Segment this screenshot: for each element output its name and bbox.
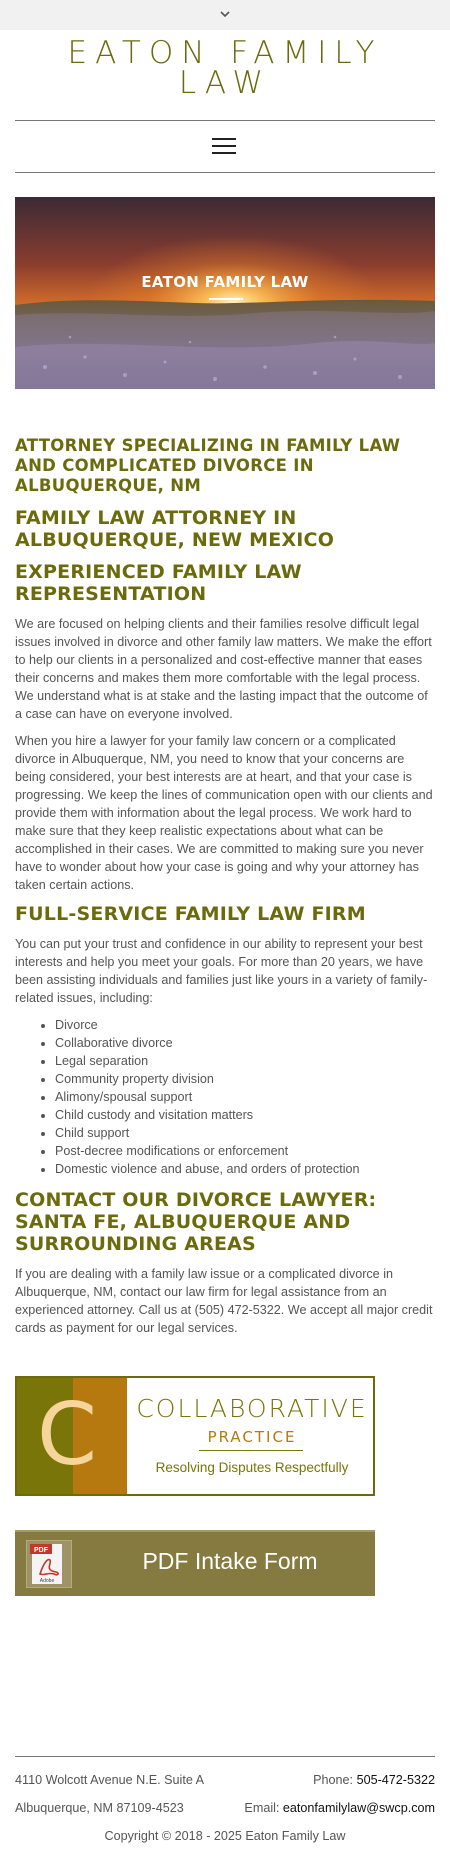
sunset-meadow-image xyxy=(15,197,435,389)
header-divider-top xyxy=(15,120,435,121)
collaborative-practice-banner[interactable] xyxy=(15,1376,375,1496)
collab-subtitle: PRACTICE xyxy=(207,1428,297,1446)
pdf-intake-form-label: PDF Intake Form xyxy=(142,1548,318,1574)
list-item: • Child support xyxy=(55,1124,435,1142)
footer-email-label: Email: xyxy=(244,1801,283,1815)
pdf-file-icon xyxy=(26,1540,72,1588)
page-heading-main: ATTORNEY SPECIALIZING IN FAMILY LAW AND COMPLICATED DIVORCE IN ALBUQUERQUE, NM xyxy=(15,436,401,495)
collab-tagline: Resolving Disputes Respectfully xyxy=(155,1460,349,1475)
paragraph-intro: We are focused on helping clients and their families resolve difficult legal issues involved in divorce and other family law matters. We make the effort to help our clients in a personalized and cost-effective manner that eases their concerns and makes them more comfortable with the legal process. We understand what is at stake and the lasting impact that the outcome of a case can have on everyone involved. xyxy=(15,617,432,721)
pdf-intake-form-button[interactable] xyxy=(15,1530,375,1596)
section-heading-attorney: FAMILY LAW ATTORNEY IN ALBUQUERQUE, NEW MEXICO xyxy=(15,507,335,551)
chevron-down-icon[interactable] xyxy=(219,8,231,20)
list-item: • Legal separation xyxy=(55,1052,435,1070)
site-title[interactable] xyxy=(0,35,450,101)
footer-phone-label: Phone: xyxy=(313,1773,357,1787)
footer-copyright: Copyright © 2018 - 2025 Eaton Family Law xyxy=(104,1829,346,1843)
svg-text:PDF: PDF xyxy=(34,1547,48,1554)
footer-address-line2: Albuquerque, NM 87109-4523 xyxy=(15,1801,184,1815)
hero-title: EATON FAMILY LAW xyxy=(141,273,309,291)
list-item: • Child custody and visitation matters xyxy=(55,1106,435,1124)
list-item: • Alimony/spousal support xyxy=(55,1088,435,1106)
section-heading-full-service: FULL-SERVICE FAMILY LAW FIRM xyxy=(15,903,366,925)
list-item: • Collaborative divorce xyxy=(55,1034,435,1052)
header-divider-bottom xyxy=(15,172,435,173)
hero-banner xyxy=(15,197,435,389)
collaborative-c-logo: C xyxy=(37,1385,98,1485)
email-link[interactable]: eatonfamilylaw@swcp.com xyxy=(282,1801,435,1815)
main-content xyxy=(15,436,435,1346)
paragraph-hire: When you hire a lawyer for your family law concern or a complicated divorce in Albuquerque, NM, you need to know that your concerns are being considered, your best interests are at heart, and that your case is progressing. We keep the lines of communication open with our clients and provide them with information about the legal process. We work hard to make sure that they keep realistic expectations about what can be accomplished in their cases. We are committed to making sure you never have to wonder about how your case is going and why your attorney has taken certain actions. xyxy=(15,734,433,892)
hamburger-menu-icon[interactable] xyxy=(212,137,236,155)
phone-link[interactable]: 505-472-5322 xyxy=(356,1773,435,1787)
list-item: • Post-decree modifications or enforcement xyxy=(55,1142,435,1160)
collab-title: COLLABORATIVE xyxy=(136,1394,368,1423)
footer-address-line1: 4110 Wolcott Avenue N.E. Suite A xyxy=(15,1773,205,1787)
collab-divider xyxy=(199,1450,303,1451)
footer-divider xyxy=(15,1756,435,1757)
section-heading-contact: CONTACT OUR DIVORCE LAWYER: SANTA FE, ALBUQUERQUE AND SURROUNDING AREAS xyxy=(15,1189,377,1255)
list-item: • Divorce xyxy=(55,1016,435,1034)
list-item: • Domestic violence and abuse, and orders of protection xyxy=(55,1160,435,1178)
list-item: • Community property division xyxy=(55,1070,435,1088)
hero-underline xyxy=(209,298,243,300)
paragraph-contact: If you are dealing with a family law issue or a complicated divorce in Albuquerque, NM, contact our law firm for legal assistance from an experienced attorney. Call us at (505) 472-5322. We accept all major credit cards as payment for our legal services. xyxy=(15,1267,433,1335)
site-title-line2: LAW xyxy=(178,65,272,101)
site-title-line1: EATON FAMILY xyxy=(67,35,383,71)
footer-email xyxy=(244,1801,435,1815)
services-list xyxy=(15,1016,435,1178)
svg-text:Adobe: Adobe xyxy=(39,1578,55,1584)
paragraph-trust: You can put your trust and confidence in our ability to represent your best interests and help you meet your goals. For more than 20 years, we have been assisting individuals and families just like yours in a variety of family-related issues, including: xyxy=(15,937,428,1005)
footer-phone xyxy=(313,1773,435,1787)
top-toggle-bar[interactable] xyxy=(0,0,450,30)
section-heading-experienced: EXPERIENCED FAMILY LAW REPRESENTATION xyxy=(15,561,302,605)
